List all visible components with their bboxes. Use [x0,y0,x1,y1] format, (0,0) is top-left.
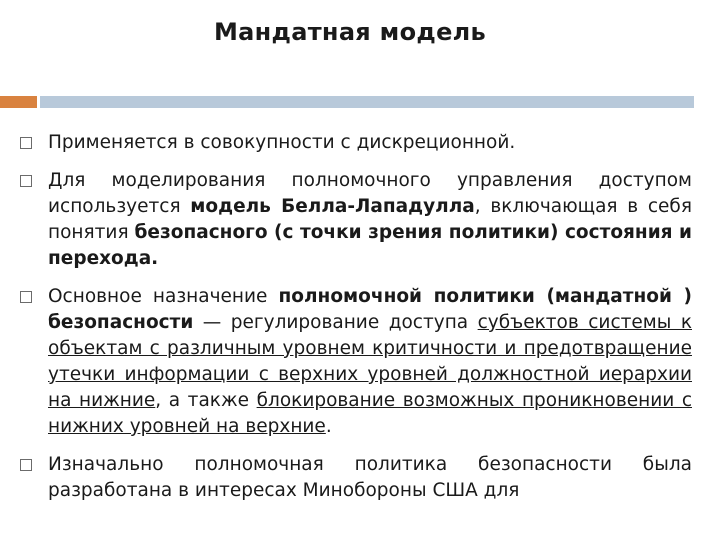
list-item [18,168,692,272]
bold-term: безопасного (с точки зрения политики) состояния и перехода. [48,222,692,269]
text-segment: Основное назначение [48,286,279,307]
bullet-text [48,130,692,156]
bold-term: модель Белла-Лападулла [190,196,475,217]
square-bullet-icon [20,459,32,471]
text-segment: , включающая в себя понятия [48,196,692,243]
text-segment: . [325,416,332,437]
bullet-list [18,130,692,516]
square-bullet-icon [20,291,32,303]
square-bullet-icon [20,175,32,187]
slide-title: Мандатная модель [213,18,486,46]
text-segment: Изначально полномочная политика безопасности была разработана в интересах Минобороны США для [48,454,692,501]
text-segment: Применяется в совокупности с дискреционной. [48,132,516,153]
underlined-phrase: блокирование возможных проникновении с нижних уровней на верхние [48,390,692,437]
text-segment: — регулирование доступа [193,312,478,333]
square-bullet-icon [20,137,32,149]
bullet-text [48,168,692,272]
title-accent-bar [0,96,37,108]
text-segment: , а также [155,390,257,411]
list-item [18,130,692,156]
bullet-text [48,284,692,440]
underlined-phrase: субъектов системы к объектам с различным уровнем критичности и предотвращение утечки информации с верхних уровней должностной иерархии на нижние [48,312,692,411]
list-item [18,452,692,504]
list-item [18,284,692,440]
text-segment: Для моделирования полномочного управления доступом используется [48,170,692,217]
title-divider-bar [40,96,694,108]
bold-term: полномочной политики (мандатной ) безопасности [48,286,693,333]
bullet-text [48,452,692,504]
